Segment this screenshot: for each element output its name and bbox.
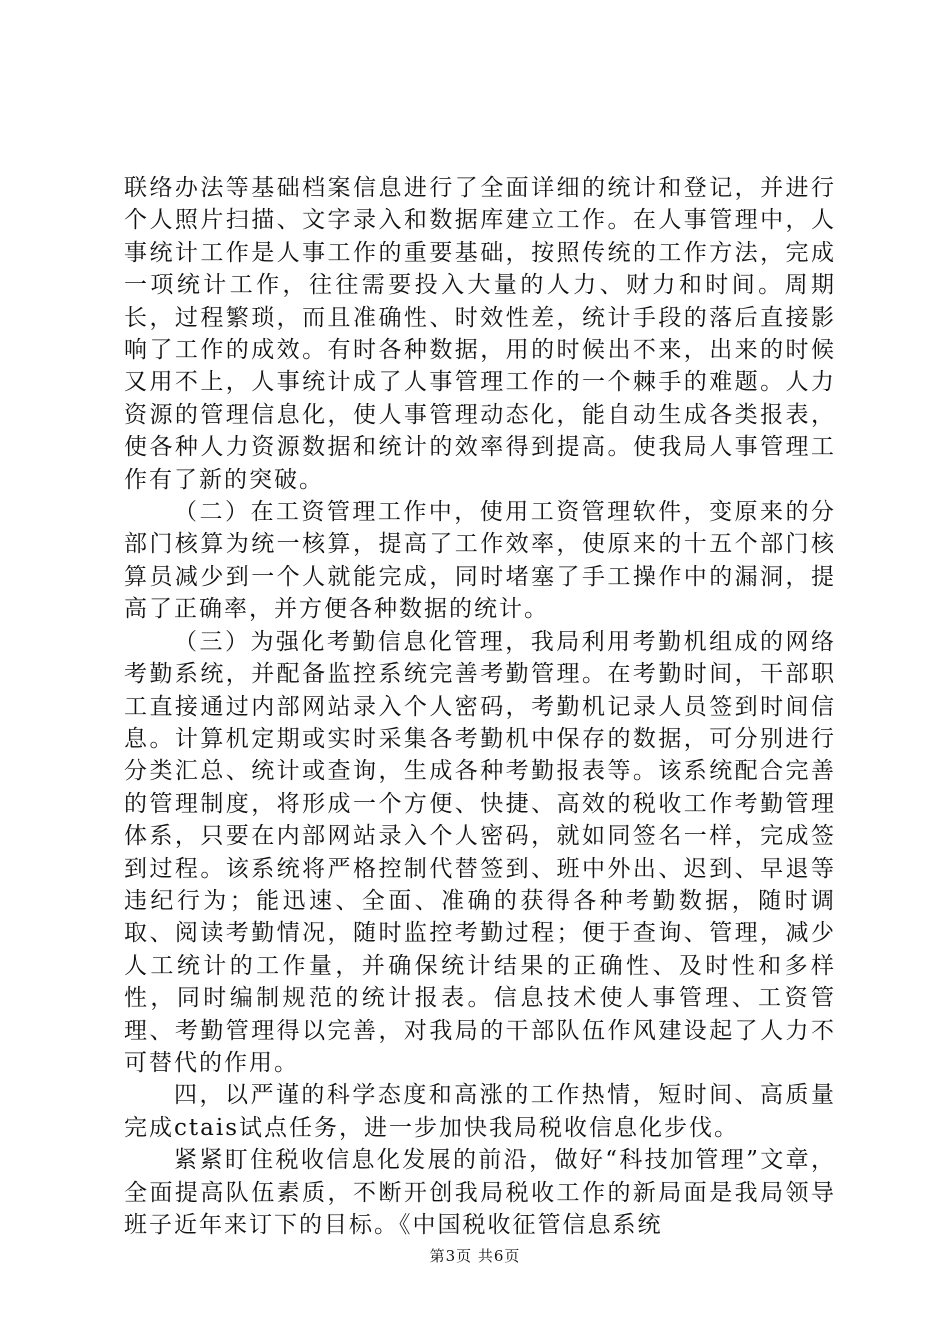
document-body — [124, 172, 836, 1241]
paragraph-3: （三）为强化考勤信息化管理，我局利用考勤机组成的网络考勤系统，并配备监控系统完善考勤管理。在考勤时间，干部职工直接通过内部网站录入个人密码，考勤机记录人员签到时间信息。计算机定期或实时采集各考勤机中保存的数据，可分别进行分类汇总、统计或查询，生成各种考勤报表等。该系统配合完善的管理制度，将形成一个方便、快捷、高效的税收工作考勤管理体系，只要在内部网站录入个人密码，就如同签名一样，完成签到过程。该系统将严格控制代替签到、班中外出、迟到、早退等违纪行为；能迅速、全面、准确的获得各种考勤数据，随时调取、阅读考勤情况，随时监控考勤过程；便于查询、管理，减少人工统计的工作量，并确保统计结果的正确性、及时性和多样性，同时编制规范的统计报表。信息技术使人事管理、工资管理、考勤管理得以完善，对我局的干部队伍作风建设起了人力不可替代的作用。 — [124, 628, 836, 1076]
paragraph-5: 紧紧盯住税收信息化发展的前沿，做好“科技加管理”文章，全面提高队伍素质，不断开创我局税收工作的新局面是我局领导班子近年来订下的目标。《中国税收征管信息系统 — [124, 1147, 836, 1238]
paragraph-4: 四，以严谨的科学态度和高涨的工作热情，短时间、高质量完成ctais试点任务，进一步加快我局税收信息化步伐。 — [124, 1082, 836, 1141]
page-number-footer: 第3页 共6页 — [429, 1247, 521, 1265]
paragraph-1: 联络办法等基础档案信息进行了全面详细的统计和登记，并进行个人照片扫描、文字录入和数据库建立工作。在人事管理中，人事统计工作是人事工作的重要基础，按照传统的工作方法，完成一项统计工作，往往需要投入大量的人力、财力和时间。周期长，过程繁琐，而且准确性、时效性差，统计手段的落后直接影响了工作的成效。有时各种数据，用的时候出不来，出来的时候又用不上，人事统计成了人事管理工作的一个棘手的难题。人力资源的管理信息化，使人事管理动态化，能自动生成各类报表，使各种人力资源数据和统计的效率得到提高。使我局人事管理工作有了新的突破。 — [124, 175, 836, 493]
paragraph-2: （二）在工资管理工作中，使用工资管理软件，变原来的分部门核算为统一核算，提高了工作效率，使原来的十五个部门核算员减少到一个人就能完成，同时堵塞了手工操作中的漏洞，提高了正确率，并方便各种数据的统计。 — [124, 499, 836, 623]
